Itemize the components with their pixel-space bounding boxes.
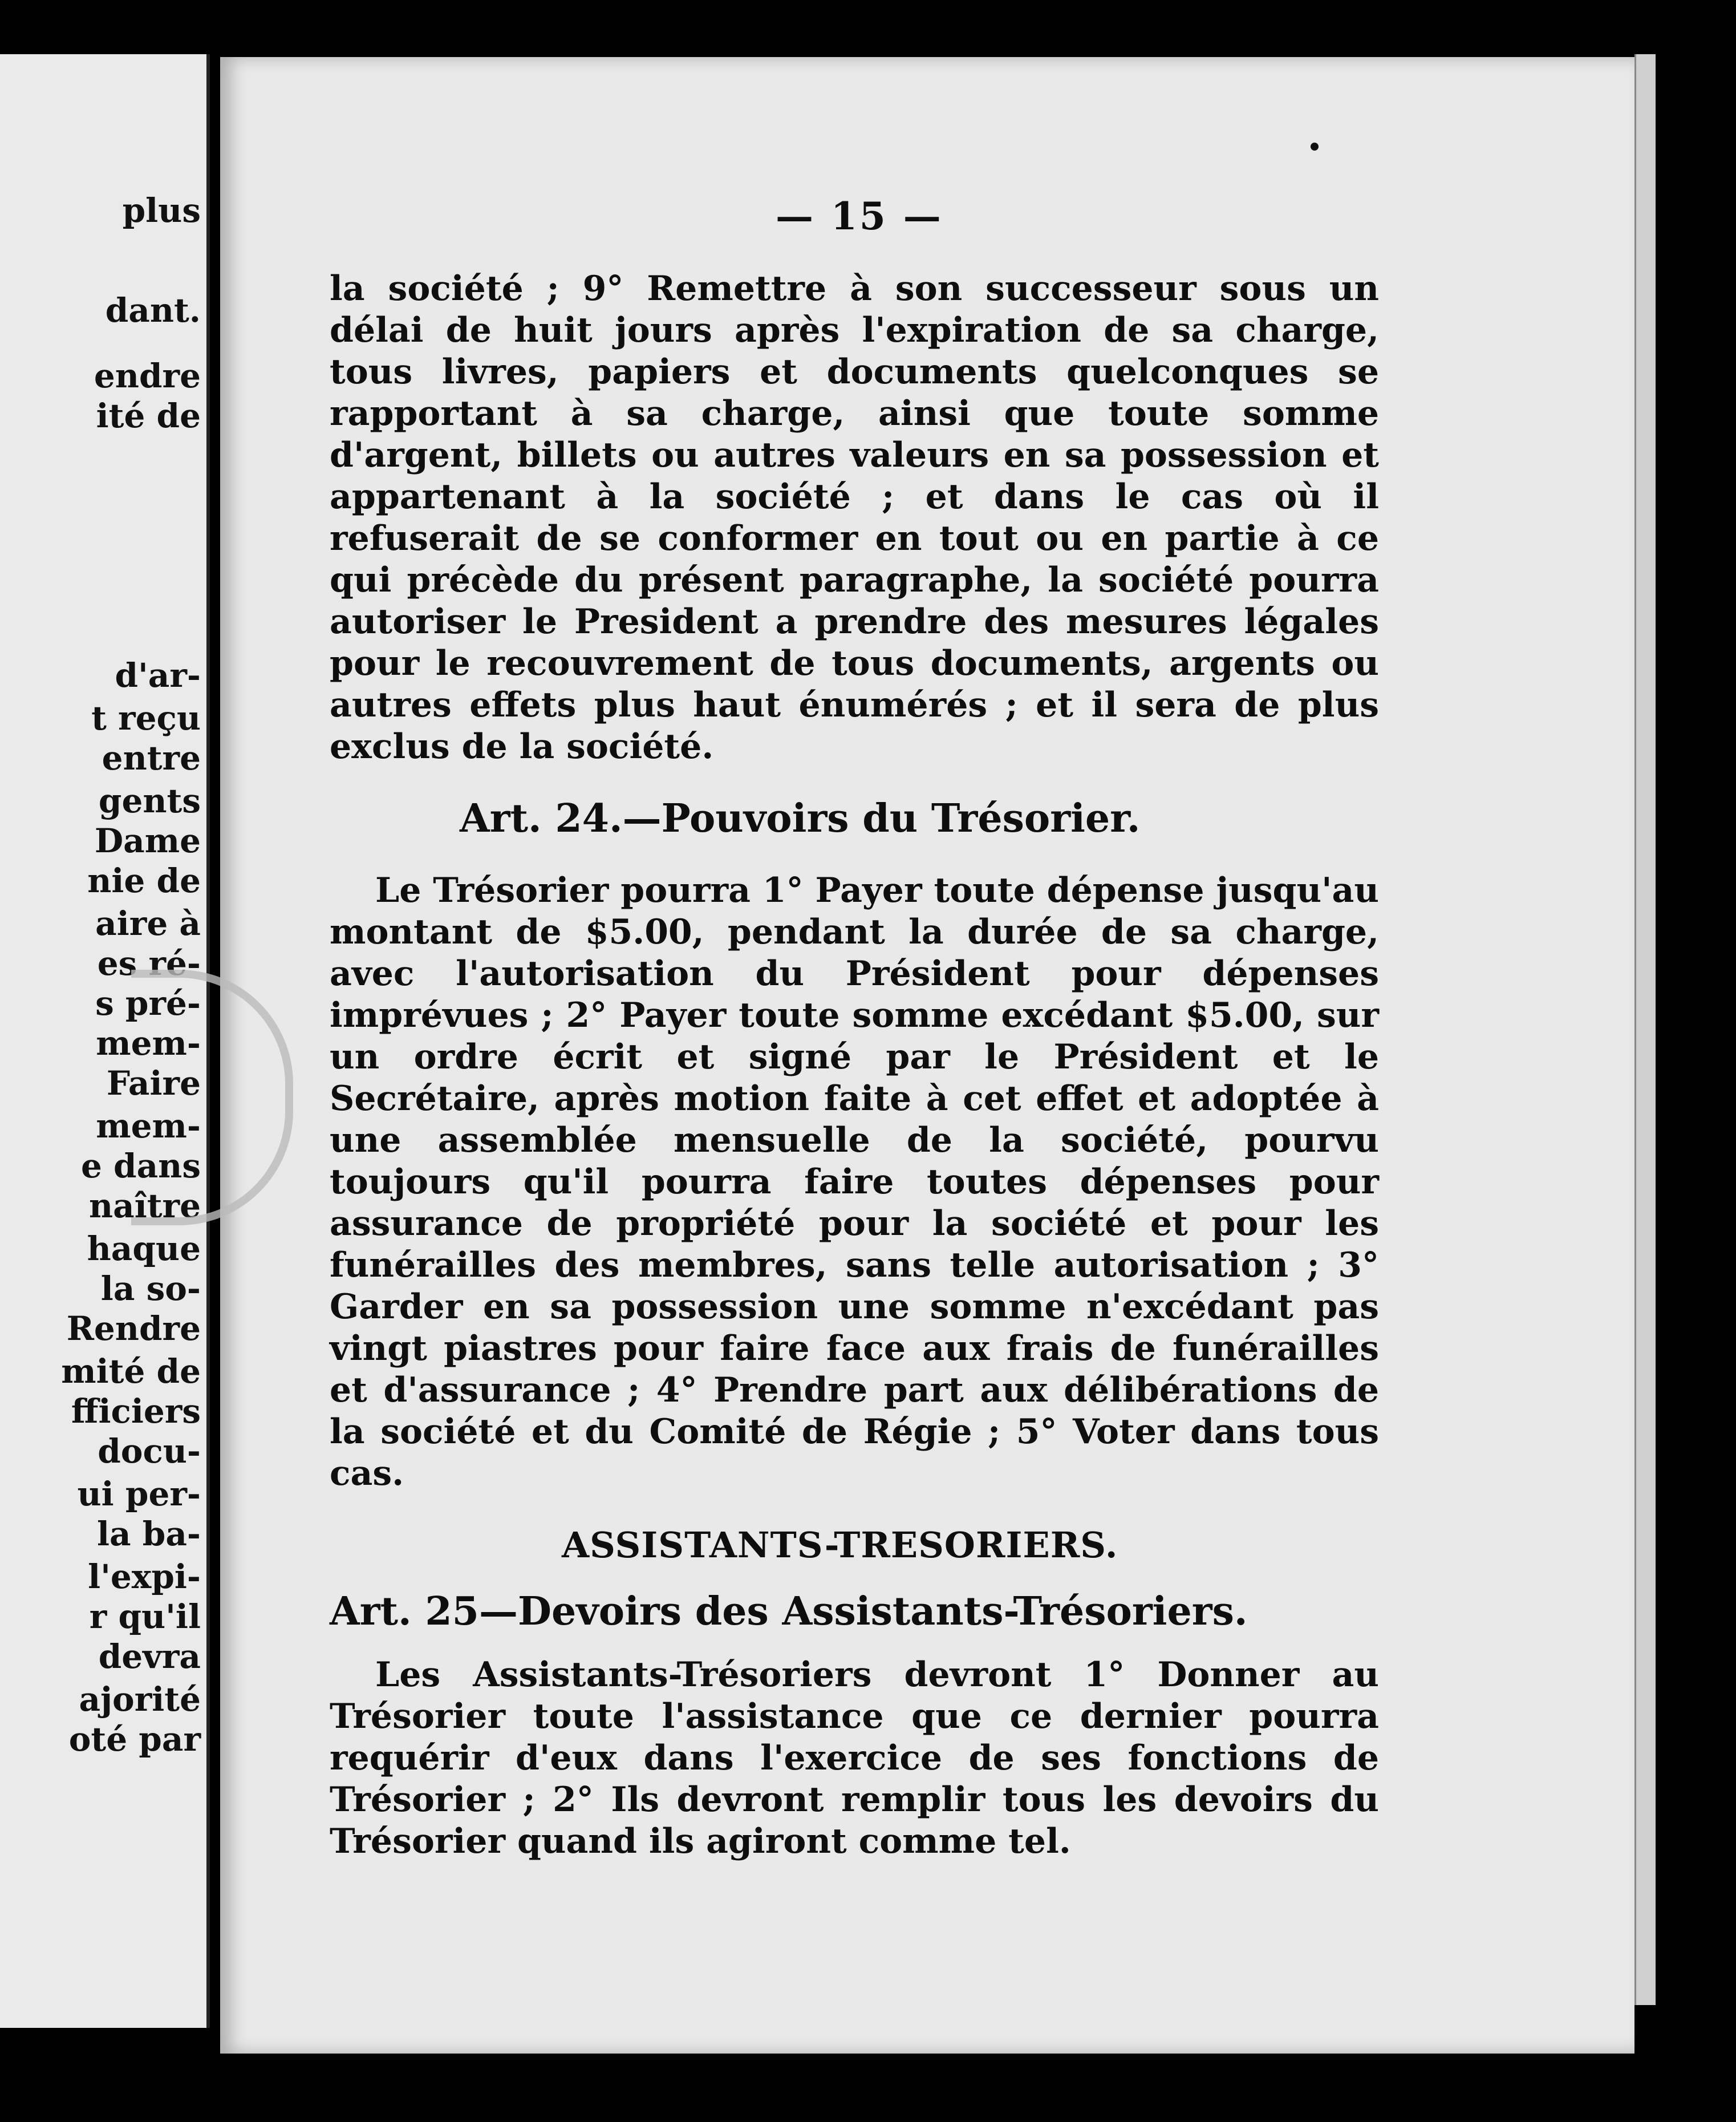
page-number: — 15 —: [776, 194, 943, 238]
article-25-heading: Art. 25—Devoirs des Assistants-Trésoriers.: [330, 1589, 1248, 1634]
left-page-line: oté par: [68, 1720, 201, 1759]
left-page-line: t reçu: [91, 699, 201, 738]
left-page-line: la ba-: [96, 1514, 201, 1553]
paragraph-text: la société ; 9° Remettre à son successeur sous un délai de huit jours après l'expiration de sa charge, tous livres, papiers et documents quelconques se rapportant à sa charge, ainsi que toute somme d'argent, billets ou autres valeurs en sa possession et appartenant à la société ; et dans le cas où il refuserait de se conformer en tout ou en partie à ce qui précède du présent paragraphe, la société pourra autoriser le President a prendre des mesures légales pour le recouvrement de tous documents, argents ou autres effets plus haut énumérés ; et il sera de plus exclus de la société.: [330, 269, 1379, 767]
left-page-line: ajorité: [79, 1680, 201, 1719]
left-page-line: endre: [94, 357, 201, 395]
left-page-line: entre: [102, 739, 201, 777]
left-page-line: Dame: [94, 821, 201, 860]
left-page-line: mité de: [61, 1352, 201, 1391]
left-page-line: naître: [88, 1186, 201, 1225]
article-25-text: Les Assistants-Trésoriers devront 1° Donner au Trésorier toute l'assistance que ce dernier pourra requérir d'eux dans l'exercice de ses fonctions de Trésorier ; 2° Ils devront remplir tous les devoirs du Trésorier quand ils agiront comme tel.: [330, 1655, 1379, 1861]
left-page-line: r qu'il: [89, 1597, 201, 1636]
left-page-line: la so-: [100, 1269, 201, 1308]
left-page-line: dant.: [105, 291, 201, 330]
left-page-line: devra: [98, 1637, 201, 1676]
left-page-line: s pré-: [95, 984, 201, 1023]
left-page-line: Faire: [106, 1064, 201, 1103]
article-24-body: [330, 870, 1379, 1495]
article-24-heading: Art. 24.—Pouvoirs du Trésorier.: [460, 796, 1141, 841]
left-page-line: nie de: [87, 861, 201, 900]
left-page-line: es ré-: [97, 944, 201, 983]
left-page-line: d'ar-: [115, 656, 201, 695]
article-24-text: Le Trésorier pourra 1° Payer toute dépense jusqu'au montant de $5.00, pendant la durée de sa charge, avec l'autorisation du Président pour dépenses imprévues ; 2° Payer toute somme excédant $5.00, sur un ordre écrit et signé par le Président et le Secrétaire, après motion faite à cet effet et adoptée à une assemblée mensuelle de la société, pourvu toujours qu'il pourra faire toutes dépenses pour assurance de propriété pour la société et pour les funérailles des membres, sans telle autorisation ; 3° Garder en sa possession une somme n'excédant pas vingt piastres pour faire face aux frais de funérailles et d'assurance ; 4° Prendre part aux délibérations de la société et du Comité de Régie ; 5° Voter dans tous cas.: [330, 870, 1379, 1493]
left-page-line: ité de: [96, 396, 201, 435]
left-page-line: Rendre: [66, 1309, 201, 1348]
left-page-line: ui per-: [77, 1475, 201, 1513]
left-page-line: mem-: [96, 1107, 201, 1145]
left-page-line: l'expi-: [88, 1557, 201, 1596]
left-page-line: e dans: [80, 1147, 201, 1185]
left-page-line: docu-: [98, 1432, 201, 1471]
article-25-body: [330, 1654, 1379, 1862]
left-page-line: haque: [87, 1229, 201, 1268]
ink-speck: [1311, 143, 1319, 151]
left-page-line: fficiers: [71, 1392, 201, 1431]
left-page-line: mem-: [96, 1024, 201, 1063]
page-edge: [1634, 54, 1656, 2005]
left-page-line: gents: [98, 781, 201, 820]
left-page-line: plus: [122, 191, 201, 230]
paragraph-continuation: [330, 268, 1379, 768]
left-page-line: aire à: [95, 904, 201, 943]
section-heading: ASSISTANTS-TRESORIERS.: [562, 1524, 1118, 1566]
